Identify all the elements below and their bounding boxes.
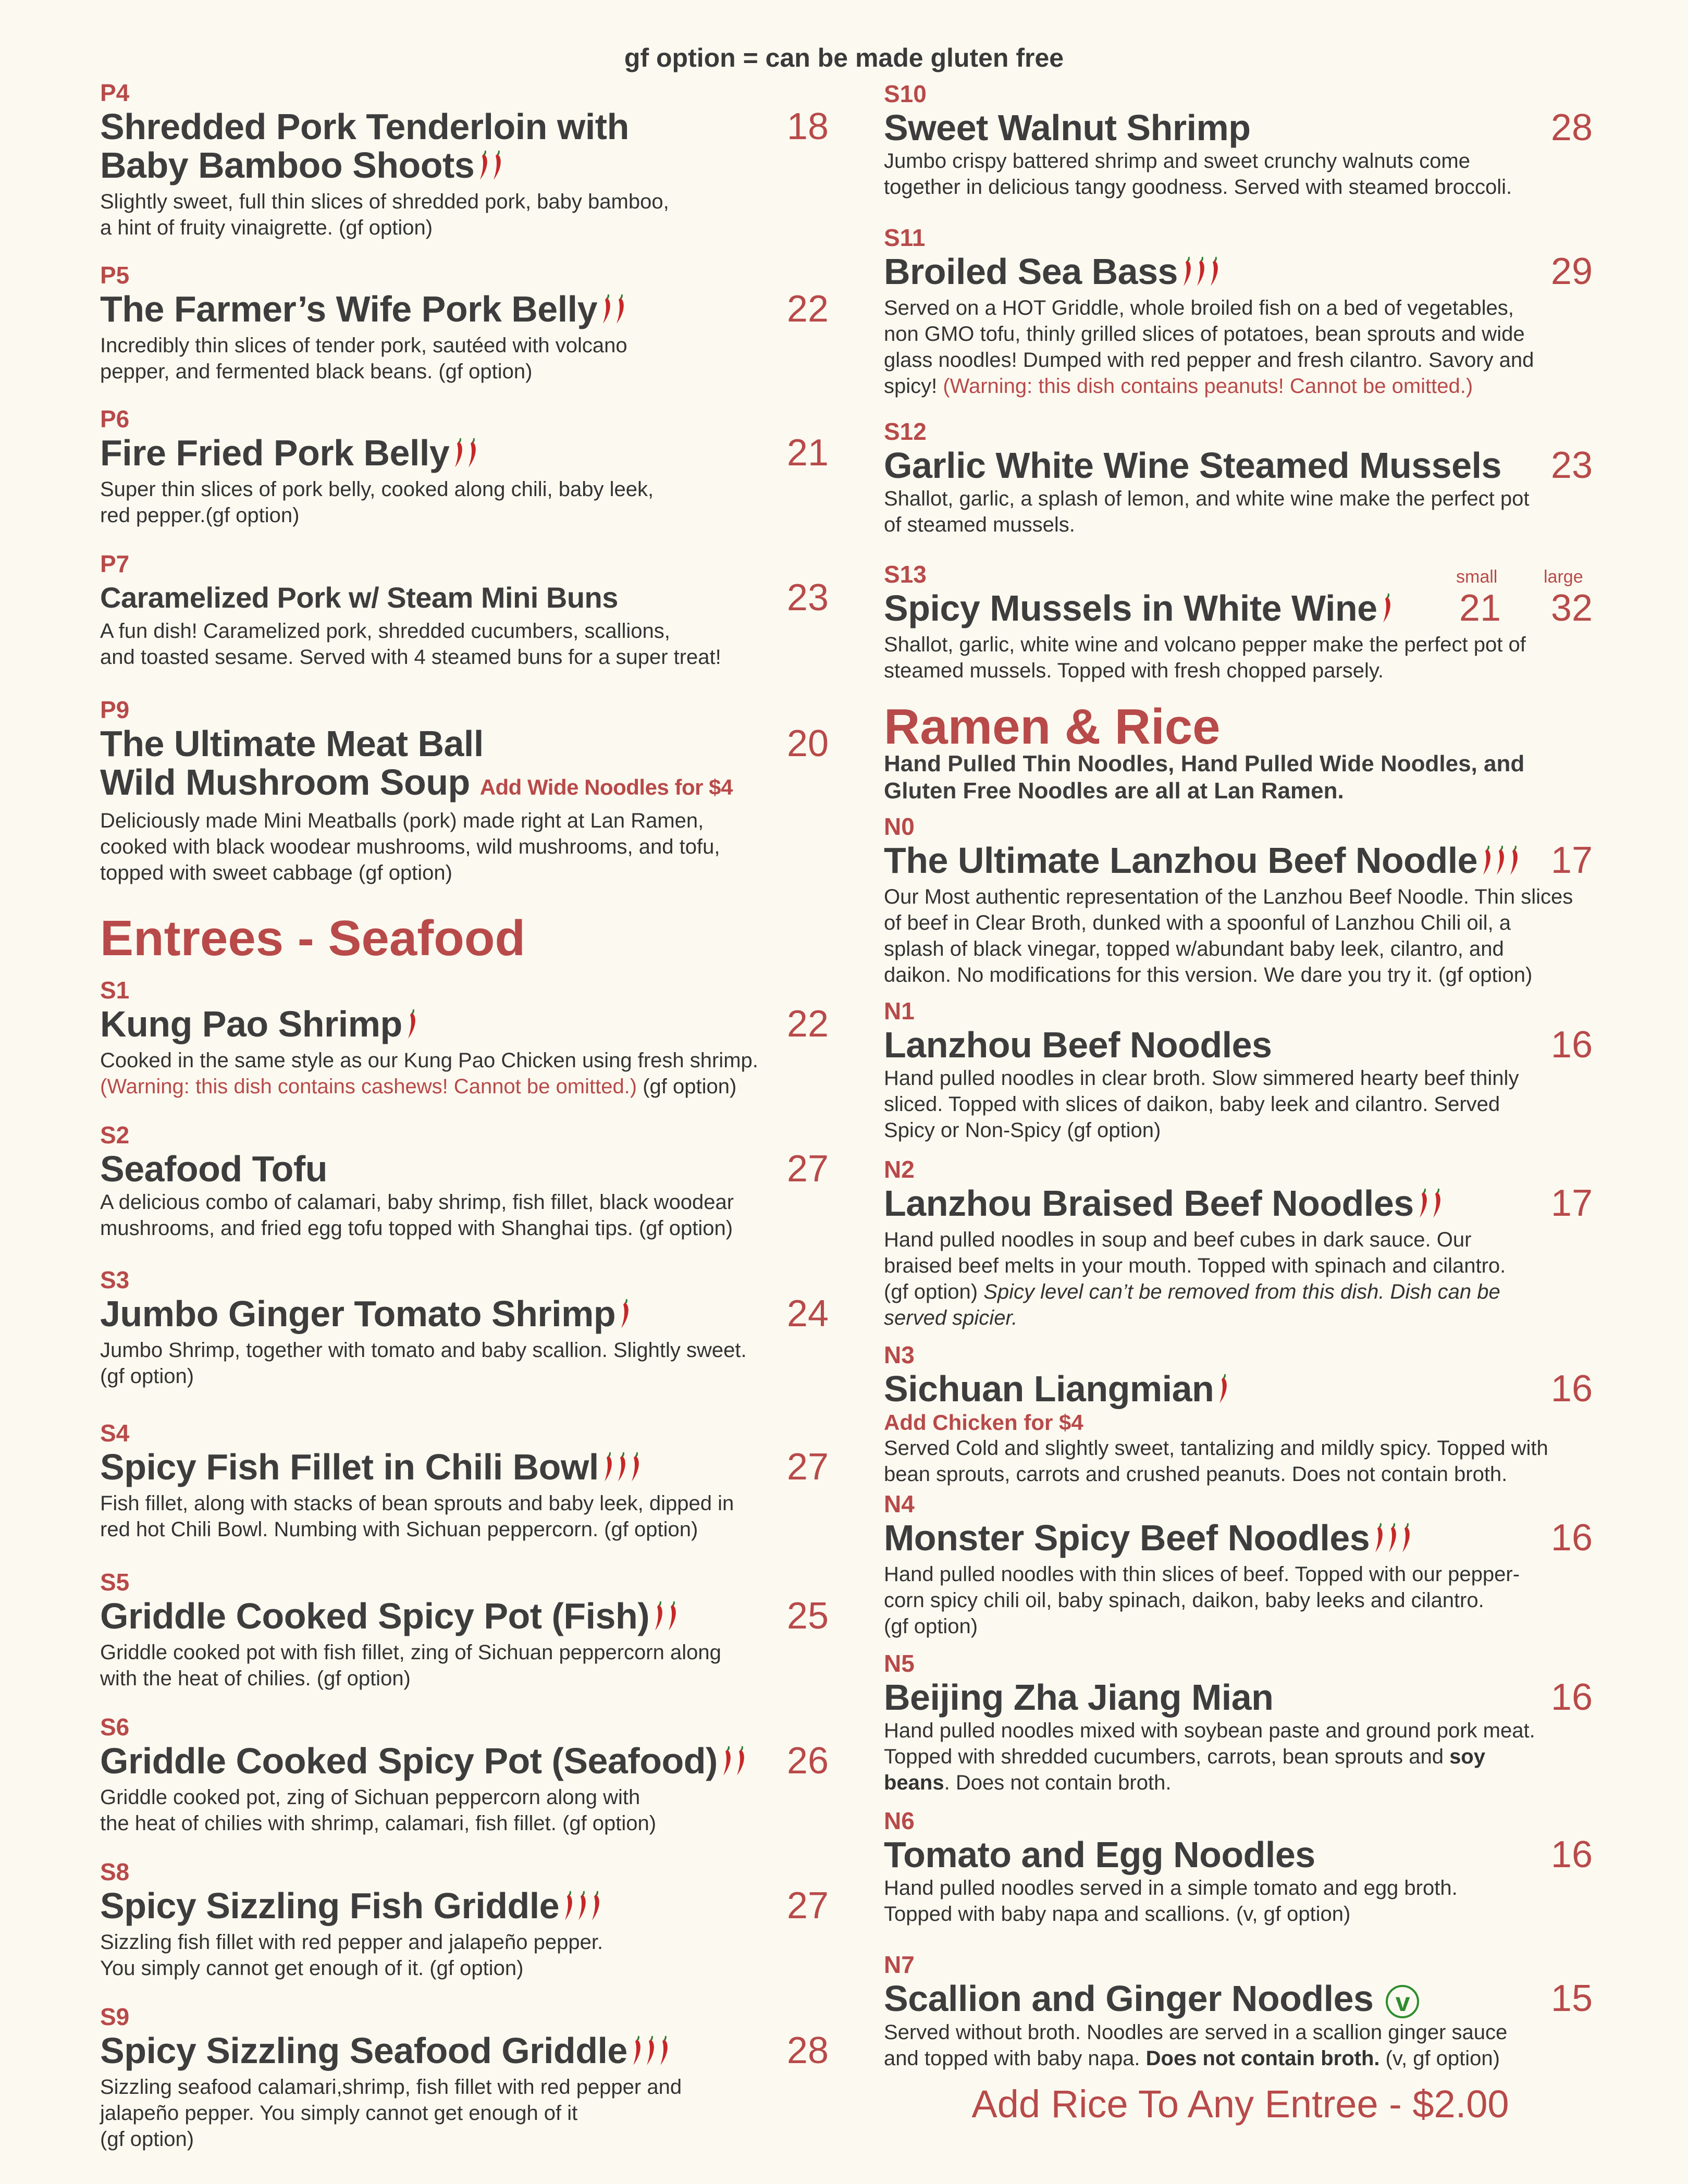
item-name: Griddle Cooked Spicy Pot (Fish) bbox=[100, 1596, 650, 1636]
item-description: Hand pulled noodles in clear broth. Slow simmered hearty beef thinly sliced. Topped with slices of daikon, baby leek and cilantro. Served Spicy or Non-Spicy (gf option) bbox=[884, 1067, 1519, 1142]
menu-item-n4 bbox=[884, 1489, 1593, 1639]
item-price: 27 bbox=[786, 1148, 829, 1190]
item-price: 24 bbox=[786, 1293, 829, 1335]
item-code: S12 bbox=[884, 418, 927, 445]
item-code: S8 bbox=[100, 1858, 130, 1885]
item-price: 16 bbox=[1550, 1676, 1593, 1718]
item-name-line2: Baby Bamboo Shoots bbox=[100, 145, 475, 186]
item-name: Spicy Sizzling Seafood Griddle bbox=[100, 2030, 627, 2071]
item-name: Spicy Mussels in White Wine bbox=[884, 588, 1377, 628]
item-name: Lanzhou Beef Noodles bbox=[884, 1025, 1272, 1065]
item-price-large: 32 bbox=[1550, 587, 1593, 629]
item-price: 22 bbox=[786, 288, 829, 330]
item-code: S2 bbox=[100, 1121, 130, 1149]
item-description: Deliciously made Mini Meatballs (pork) made right at Lan Ramen, cooked with black woodear mushrooms, wild mushrooms, and tofu, topped with sweet cabbage (gf option) bbox=[100, 809, 720, 884]
item-code: S1 bbox=[100, 977, 130, 1004]
menu-item-s2 bbox=[100, 1120, 829, 1241]
item-description: Incredibly thin slices of tender pork, sautéed with volcano pepper, and fermented black beans. (gf option) bbox=[100, 334, 627, 383]
menu-item-s9 bbox=[100, 2002, 829, 2152]
item-name: Sichuan Liangmian bbox=[884, 1368, 1214, 1409]
menu-item-p6 bbox=[100, 404, 829, 528]
menu-item-s6 bbox=[100, 1712, 829, 1836]
item-code: S13 bbox=[884, 561, 927, 588]
chili-pepper-icon bbox=[562, 1890, 603, 1928]
item-price: 23 bbox=[1550, 445, 1593, 486]
item-name: Monster Spicy Beef Noodles bbox=[884, 1517, 1370, 1558]
item-description: Hand pulled noodles mixed with soybean paste and ground pork meat. Topped with shredded cucumbers, carrots, bean sprouts and soy beans. Does not contain broth. bbox=[884, 1719, 1535, 1794]
item-price: 16 bbox=[1550, 1368, 1593, 1410]
chili-pepper-icon bbox=[631, 2034, 671, 2073]
allergy-warning: (Warning: this dish contains peanuts! Cannot be omitted.) bbox=[943, 374, 1473, 398]
menu-item-n3 bbox=[884, 1340, 1593, 1487]
item-price: 28 bbox=[1550, 107, 1593, 149]
gluten-free-note: gf option = can be made gluten free bbox=[624, 43, 1064, 72]
item-price: 27 bbox=[786, 1446, 829, 1488]
menu-item-p4 bbox=[100, 78, 829, 241]
item-code: S3 bbox=[100, 1266, 130, 1293]
item-description: Super thin slices of pork belly, cooked along chili, baby leek, red pepper.(gf option) bbox=[100, 477, 654, 527]
item-price: 16 bbox=[1550, 1024, 1593, 1066]
chili-pepper-icon bbox=[452, 437, 479, 475]
add-rice-note: Add Rice To Any Entree - $2.00 bbox=[971, 2082, 1509, 2126]
item-price: 15 bbox=[1550, 1978, 1593, 2019]
item-name: The Farmer’s Wife Pork Belly bbox=[100, 289, 598, 329]
item-code: P9 bbox=[100, 696, 130, 723]
item-name: Spicy Sizzling Fish Griddle bbox=[100, 1885, 560, 1926]
menu-item-n6 bbox=[884, 1806, 1593, 1927]
item-description: Slightly sweet, full thin slices of shredded pork, baby bamboo, a hint of fruity vinaigrette. (gf option) bbox=[100, 190, 669, 239]
item-code: S10 bbox=[884, 80, 927, 107]
item-price: 27 bbox=[786, 1885, 829, 1927]
item-description: Griddle cooked pot with fish fillet, zing of Sichuan peppercorn along with the heat of chilies. (gf option) bbox=[100, 1640, 721, 1690]
menu-item-n1 bbox=[884, 996, 1593, 1143]
item-name: Kung Pao Shrimp bbox=[100, 1004, 402, 1044]
item-code: S6 bbox=[100, 1713, 130, 1741]
size-label-small: small bbox=[1456, 567, 1498, 587]
item-price: 18 bbox=[786, 106, 829, 147]
item-code: N4 bbox=[884, 1490, 915, 1517]
item-name: Tomato and Egg Noodles bbox=[884, 1834, 1315, 1875]
item-description: Sizzling fish fillet with red pepper and jalapeño pepper. You simply cannot get enough of it. (gf option) bbox=[100, 1930, 603, 1980]
item-code: P5 bbox=[100, 262, 130, 289]
item-description: Our Most authentic representation of the Lanzhou Beef Noodle. Thin slices of beef in Clear Broth, dunked with a spoonful of Lanzhou Chili oil, a splash of black vinegar, topped w/abundant baby leek, cilantro, and daikon. No modifications for this version. We dare you try it. (gf option) bbox=[884, 885, 1573, 986]
add-noodles-note: Add Wide Noodles for $4 bbox=[479, 775, 733, 799]
item-code: N1 bbox=[884, 997, 915, 1025]
item-name: Beijing Zha Jiang Mian bbox=[884, 1677, 1274, 1718]
item-name: Spicy Fish Fillet in Chili Bowl bbox=[100, 1447, 599, 1487]
item-description: Hand pulled noodles in soup and beef cubes in dark sauce. Our braised beef melts in your mouth. Topped with spinach and cilantro. (gf option) Spicy level can’t be removed from this dish. Dish can be served spicier. bbox=[884, 1228, 1506, 1329]
item-description: Cooked in the same style as our Kung Pao Chicken using fresh shrimp. (Warning: this dish contains cashews! Cannot be omitted.) (gf option) bbox=[100, 1048, 758, 1098]
menu-item-n2 bbox=[884, 1155, 1593, 1331]
chili-pepper-icon bbox=[1217, 1373, 1230, 1411]
size-label-large: large bbox=[1544, 567, 1583, 587]
item-price-small: 21 bbox=[1459, 587, 1501, 629]
item-price: 21 bbox=[786, 432, 829, 474]
item-price: 25 bbox=[786, 1595, 829, 1637]
vegetarian-icon: v bbox=[1386, 1985, 1419, 2018]
item-name: Broiled Sea Bass bbox=[884, 251, 1178, 292]
item-name: Griddle Cooked Spicy Pot (Seafood) bbox=[100, 1741, 718, 1781]
chili-pepper-icon bbox=[602, 1451, 643, 1489]
chili-pepper-icon bbox=[600, 293, 627, 331]
chili-pepper-icon bbox=[619, 1298, 632, 1336]
chili-pepper-icon bbox=[1373, 1522, 1413, 1560]
item-code: P4 bbox=[100, 79, 130, 106]
item-price: 17 bbox=[1550, 1182, 1593, 1224]
item-code: P7 bbox=[100, 550, 130, 577]
item-name: Scallion and Ginger Noodles bbox=[884, 1978, 1374, 2019]
menu-item-p7 bbox=[100, 549, 829, 670]
item-name: Shredded Pork Tenderloin with bbox=[100, 106, 629, 147]
item-description: Sizzling seafood calamari,shrimp, fish fillet with red pepper and jalapeño pepper. You simply cannot get enough of it (gf option) bbox=[100, 2075, 682, 2151]
chili-pepper-icon bbox=[405, 1008, 419, 1046]
menu-item-s10 bbox=[884, 79, 1593, 200]
chili-pepper-icon bbox=[652, 1600, 680, 1638]
item-name: Garlic White Wine Steamed Mussels bbox=[884, 445, 1501, 486]
item-code: S5 bbox=[100, 1569, 130, 1596]
item-code: N6 bbox=[884, 1807, 915, 1834]
item-price: 20 bbox=[786, 723, 829, 764]
item-price: 26 bbox=[786, 1740, 829, 1782]
item-code: P6 bbox=[100, 405, 130, 433]
menu-item-s11 bbox=[884, 223, 1593, 399]
item-description: Hand pulled noodles served in a simple tomato and egg broth. Topped with baby napa and scallions. (v, gf option) bbox=[884, 1877, 1458, 1926]
item-name: Jumbo Ginger Tomato Shrimp bbox=[100, 1293, 616, 1334]
section-heading-seafood: Entrees - Seafood bbox=[100, 910, 526, 966]
chili-pepper-icon bbox=[1481, 844, 1521, 883]
item-name: Caramelized Pork w/ Steam Mini Buns bbox=[100, 581, 618, 614]
item-code: S9 bbox=[100, 2003, 130, 2030]
item-name: Seafood Tofu bbox=[100, 1149, 327, 1189]
item-description: Jumbo Shrimp, together with tomato and baby scallion. Slightly sweet. (gf option) bbox=[100, 1338, 747, 1388]
chili-pepper-icon bbox=[477, 149, 504, 188]
item-price: 23 bbox=[786, 577, 829, 619]
item-code: N2 bbox=[884, 1156, 915, 1183]
menu-item-n0 bbox=[884, 812, 1593, 988]
chili-pepper-icon bbox=[721, 1745, 748, 1783]
chili-pepper-icon bbox=[1381, 592, 1394, 631]
menu-item-s12 bbox=[884, 417, 1593, 538]
item-price: 28 bbox=[786, 2030, 829, 2071]
item-name: Sweet Walnut Shrimp bbox=[884, 107, 1251, 148]
item-description: Shallot, garlic, white wine and volcano pepper make the perfect pot of steamed mussels. Topped with fresh chopped parsely. bbox=[884, 633, 1526, 682]
item-description: Fish fillet, along with stacks of bean sprouts and baby leek, dipped in red hot Chili Bowl. Numbing with Sichuan peppercorn. (gf option) bbox=[100, 1491, 734, 1541]
item-description: Hand pulled noodles with thin slices of beef. Topped with our pepper- corn spicy chili oil, baby spinach, daikon, baby leeks and cilantro. (gf option) bbox=[884, 1562, 1520, 1638]
item-name-line2: Wild Mushroom Soup bbox=[100, 762, 470, 803]
item-name: Fire Fried Pork Belly bbox=[100, 433, 450, 473]
menu-item-s13 bbox=[884, 560, 1593, 684]
item-price: 22 bbox=[786, 1003, 829, 1045]
menu-item-s3 bbox=[100, 1265, 829, 1389]
item-description: Served without broth. Noodles are served in a scallion ginger sauce and topped with baby napa. Does not contain broth. (v, gf option) bbox=[884, 2020, 1508, 2070]
item-code: N0 bbox=[884, 813, 915, 840]
allergy-warning: (Warning: this dish contains cashews! Cannot be omitted.) bbox=[100, 1075, 637, 1098]
item-name: The Ultimate Lanzhou Beef Noodle bbox=[884, 840, 1478, 881]
menu-item-n5 bbox=[884, 1649, 1593, 1796]
item-price: 16 bbox=[1550, 1834, 1593, 1875]
menu-item-p5 bbox=[100, 261, 829, 385]
item-price: 29 bbox=[1550, 251, 1593, 292]
item-description: A delicious combo of calamari, baby shrimp, fish fillet, black woodear mushrooms, and fried egg tofu topped with Shanghai tips. (gf option) bbox=[100, 1191, 734, 1240]
item-description: A fun dish! Caramelized pork, shredded cucumbers, scallions, and toasted sesame. Served with 4 steamed buns for a super treat! bbox=[100, 620, 721, 669]
section-subheading: Hand Pulled Thin Noodles, Hand Pulled Wide Noodles, and Gluten Free Noodles are all at Lan Ramen. bbox=[884, 751, 1525, 804]
item-description: Shallot, garlic, a splash of lemon, and white wine make the perfect pot of steamed mussels. bbox=[884, 487, 1530, 536]
item-code: N7 bbox=[884, 1951, 915, 1978]
item-name: The Ultimate Meat Ball bbox=[100, 723, 484, 764]
chili-pepper-icon bbox=[1417, 1187, 1444, 1226]
item-name: Lanzhou Braised Beef Noodles bbox=[884, 1183, 1414, 1224]
item-description: Griddle cooked pot, zing of Sichuan peppercorn along with the heat of chilies with shrimp, calamari, fish fillet. (gf option) bbox=[100, 1785, 657, 1835]
item-description: Served on a HOT Griddle, whole broiled fish on a bed of vegetables, non GMO tofu, thinly grilled slices of potatoes, bean sprouts and wide glass noodles! Dumped with red pepper and fresh cilantro. Savory and spicy! (Warning: this dish contains peanuts! Cannot be omitted.) bbox=[884, 296, 1534, 398]
section-heading-ramen-rice: Ramen & Rice bbox=[884, 699, 1221, 755]
item-description: Jumbo crispy battered shrimp and sweet crunchy walnuts come together in delicious tangy goodness. Served with steamed broccoli. bbox=[884, 150, 1512, 199]
add-chicken-note: Add Chicken for $4 bbox=[884, 1410, 1083, 1435]
item-code: S11 bbox=[884, 224, 926, 251]
item-price: 16 bbox=[1550, 1517, 1593, 1559]
item-code: N5 bbox=[884, 1650, 915, 1677]
menu-item-s5 bbox=[100, 1568, 829, 1692]
item-code: N3 bbox=[884, 1341, 915, 1368]
menu-item-s4 bbox=[100, 1418, 829, 1543]
menu-item-s1 bbox=[100, 976, 829, 1100]
menu-item-n7 bbox=[884, 1950, 1593, 2071]
item-description: Served Cold and slightly sweet, tantalizing and mildly spicy. Topped with bean sprouts, carrots and crushed peanuts. Does not contain broth. bbox=[884, 1436, 1548, 1486]
menu-item-s8 bbox=[100, 1857, 829, 1981]
menu-item-p9 bbox=[100, 695, 829, 886]
item-price: 17 bbox=[1550, 840, 1593, 881]
chili-pepper-icon bbox=[1181, 255, 1222, 294]
item-code: S4 bbox=[100, 1420, 130, 1447]
